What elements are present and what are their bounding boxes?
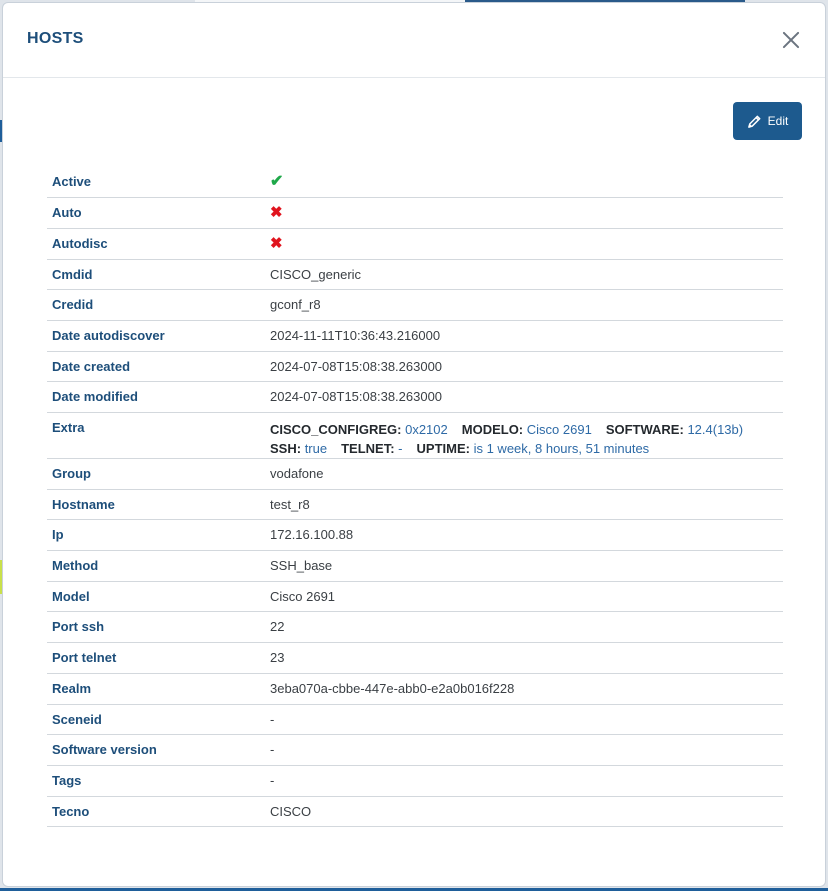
field-value: Cisco 2691 [265,581,783,612]
field-value: 23 [265,643,783,674]
extra-key: UPTIME: [416,441,470,456]
table-row [47,765,783,796]
field-value [265,228,783,259]
field-label: Tecno [47,796,265,827]
table-row [47,351,783,382]
table-row [47,704,783,735]
extra-key: SSH: [270,441,302,456]
field-value: CISCO [265,796,783,827]
cross-icon: ✖ [270,234,283,252]
field-value: 3eba070a-cbbe-447e-abb0-e2a0b016f228 [265,673,783,704]
table-row [47,259,783,290]
extra-value-text: 0x2102 [405,422,448,437]
field-label: Date created [47,351,265,382]
extra-value-text: - [398,441,403,456]
table-row [47,581,783,612]
host-details-table [47,167,783,827]
field-value [265,198,783,229]
extra-key: SOFTWARE: [605,422,684,437]
field-value: vodafone [265,459,783,490]
field-value: 2024-11-11T10:36:43.216000 [265,320,783,351]
hosts-modal [2,2,826,887]
field-value: test_r8 [265,489,783,520]
field-value: 22 [265,612,783,643]
table-row [47,459,783,490]
field-label: Credid [47,290,265,321]
extra-value-text: is 1 week, 8 hours, 51 minutes [473,441,650,456]
field-value: 2024-07-08T15:08:38.263000 [265,351,783,382]
field-label: Ip [47,520,265,551]
field-label: Model [47,581,265,612]
field-label: Cmdid [47,259,265,290]
table-row [47,612,783,643]
field-label: Port telnet [47,643,265,674]
field-label: Sceneid [47,704,265,735]
table-row [47,413,783,459]
field-value: 2024-07-08T15:08:38.263000 [265,382,783,413]
table-row [47,520,783,551]
table-row [47,228,783,259]
checkmark-icon: ✔ [270,173,284,190]
field-label: Method [47,551,265,582]
field-label: Auto [47,198,265,229]
extra-value-text: Cisco 2691 [526,422,592,437]
field-value [265,167,783,198]
table-row [47,643,783,674]
field-value: SSH_base [265,551,783,582]
extra-line [270,420,783,439]
table-row [47,382,783,413]
field-label: Group [47,459,265,490]
edit-button[interactable] [733,102,802,140]
cross-icon: ✖ [270,204,283,222]
modal-title: HOSTS [27,30,84,47]
pencil-icon [747,114,762,129]
table-row [47,796,783,827]
field-label: Tags [47,765,265,796]
table-row [47,320,783,351]
field-label: Realm [47,673,265,704]
extra-key: MODELO: [461,422,524,437]
field-label: Port ssh [47,612,265,643]
table-row [47,290,783,321]
field-label: Date modified [47,382,265,413]
extra-value-text: true [304,441,328,456]
field-value: - [265,735,783,766]
field-label: Active [47,167,265,198]
extra-key: TELNET: [341,441,395,456]
table-row [47,489,783,520]
edit-button-label: Edit [767,114,789,128]
table-row [47,198,783,229]
field-value: gconf_r8 [265,290,783,321]
extra-value-text: 12.4(13b) [687,422,744,437]
table-row [47,551,783,582]
table-row [47,167,783,198]
extra-line [270,439,783,458]
field-label: Hostname [47,489,265,520]
field-label: Extra [47,413,265,459]
close-icon[interactable] [779,28,803,52]
field-value: 172.16.100.88 [265,520,783,551]
modal-header [3,3,825,78]
table-row [47,673,783,704]
field-value: CISCO_generic [265,259,783,290]
field-label: Date autodiscover [47,320,265,351]
field-value: - [265,765,783,796]
extra-key: CISCO_CONFIGREG: [270,422,402,437]
field-label: Autodisc [47,228,265,259]
table-row [47,735,783,766]
field-label: Software version [47,735,265,766]
field-value: - [265,704,783,735]
extra-value [265,413,783,459]
